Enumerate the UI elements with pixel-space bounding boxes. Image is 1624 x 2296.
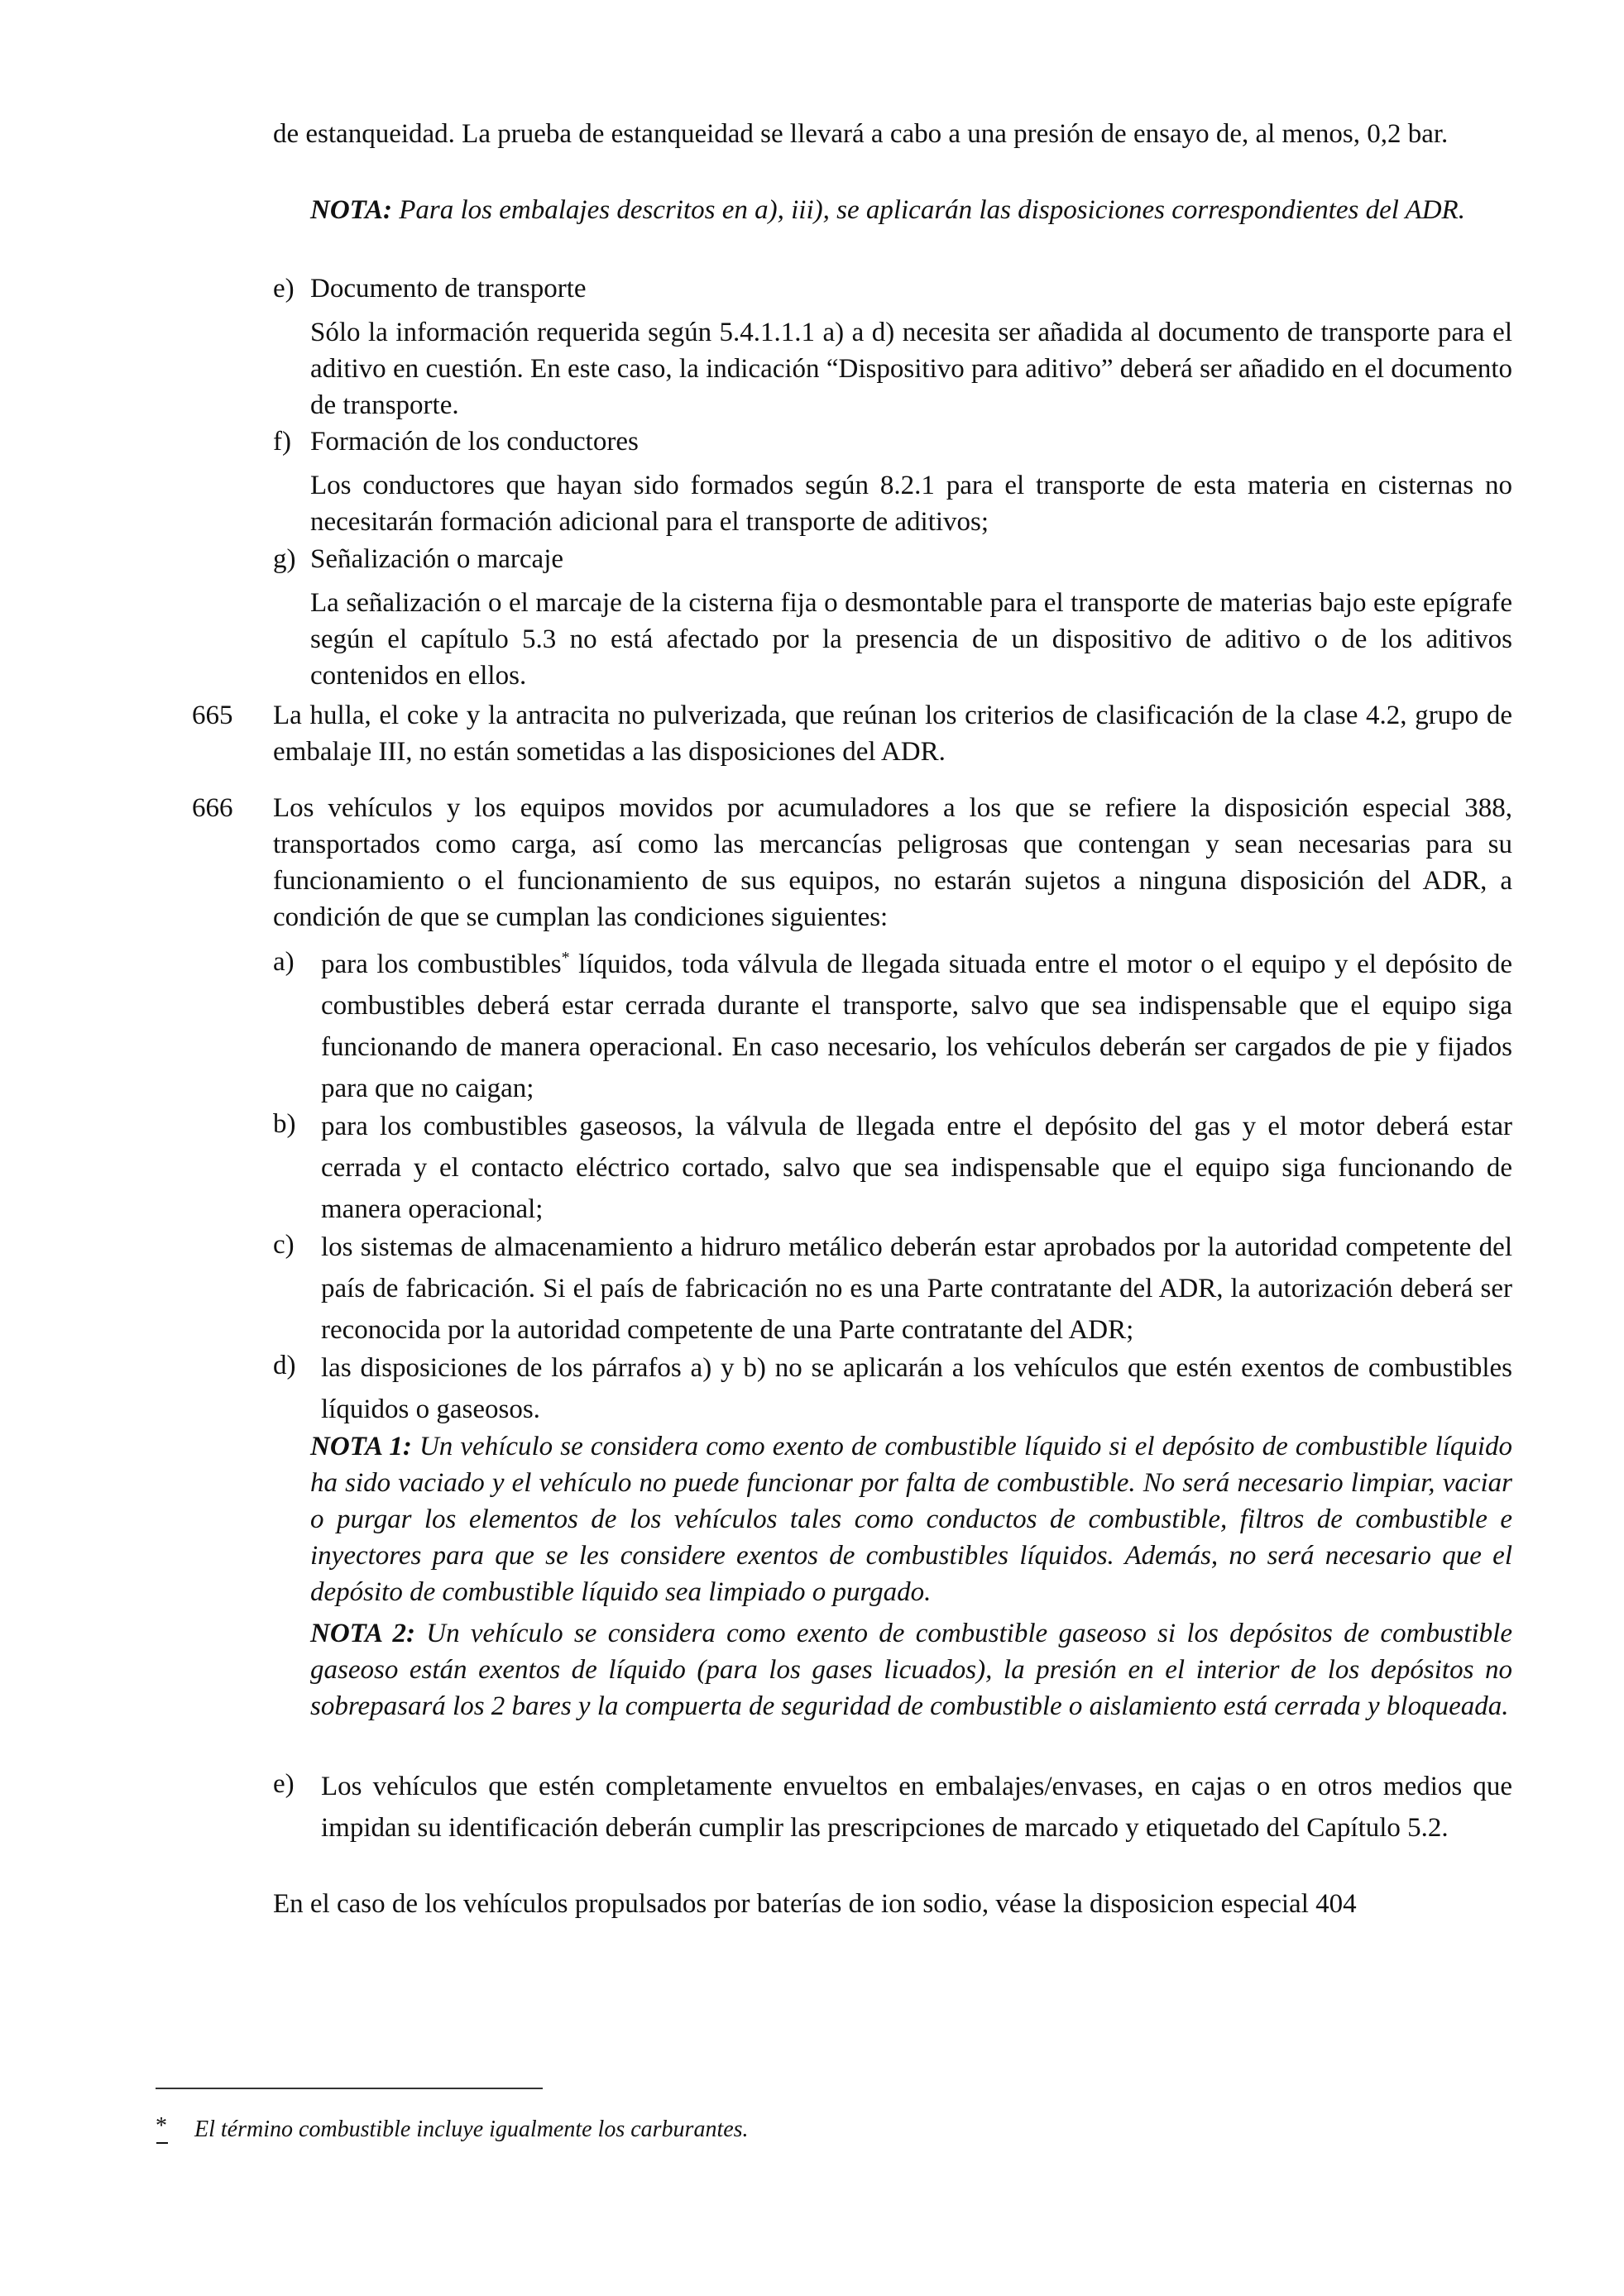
nota-2-text: Un vehículo se considera como exento de combustible gaseoso si los depósitos de combustible gaseoso están exentos de líquido (para los gases licuados), la presión en el interior de los depósitos no sobrepasará los 2 bares y la compuerta de seguridad de combustible o aislamiento está cerrada y bloqueada. [310,1619,1512,1721]
item-f-heading: Formación de los conductores [310,427,639,457]
item-g-heading: Señalización o marcaje [310,544,564,574]
sp666-b-letter: b) [273,1109,296,1139]
sp665-number: 665 [192,701,233,730]
sp666-b-text: para los combustibles gaseosos, la válvula de llegada entre el depósito del gas y el motor deberá estar cerrada y el contacto eléctrico cortado, salvo que sea indispensable que el equipo siga funcionando de manera operacional; [321,1112,1512,1224]
nota-2-label: NOTA 2: [310,1619,415,1648]
nota-1-text: Un vehículo se considera como exento de combustible líquido si el depósito de combustible líquido ha sido vaciado y el vehículo no puede funcionar por falta de combustible. No será necesario limpiar, vaciar o purgar los elementos de los vehículos tales como conductos de combustible, filtros de combustible e inyectores para que se les considere exentos de combustibles líquidos. Además, no será necesario que el depósito de combustible líquido sea limpiado o purgado. [310,1432,1512,1607]
sp666-c-letter: c) [273,1230,295,1260]
footnote-text: El término combustible incluye igualmente los carburantes. [194,2117,749,2142]
sp666-closing: En el caso de los vehículos propulsados por baterías de ion sodio, véase la disposicion especial 404 [273,1889,1357,1919]
footnote-rule [156,2088,543,2089]
sp666-number: 666 [192,793,233,823]
nota-1-label: NOTA 1: [310,1432,412,1461]
sp666-c-text: los sistemas de almacenamiento a hidruro metálico deberán estar aprobados por la autoridad competente del país de fabricación. Si el país de fabricación no es una Parte contratante del ADR, la autorización deberá ser reconocida por la autoridad competente de una Parte contratante del ADR; [321,1232,1512,1345]
sp666-d-letter: d) [273,1351,296,1380]
sp666-text: Los vehículos y los equipos movidos por acumuladores a los que se refiere la disposición especial 388, transportados como carga, así como las mercancías peligrosas que contengan y sean necesarias para su funcionamiento o el funcionamiento de sus equipos, no estarán sujetos a ninguna disposición del ADR, a condición de que se cumplan las condiciones siguientes: [273,793,1512,932]
item-f-letter: f) [273,427,291,457]
nota-1 [310,1428,1512,1610]
nota-label: NOTA: [310,195,392,225]
footnote-mark: * [156,2113,167,2139]
sp666-e-text: Los vehículos que estén completamente envueltos en embalajes/envases, en cajas o en otros medios que impidan su identificación deberán cumplir las prescripciones de marcado y etiquetado del Capítulo 5.2. [321,1772,1512,1843]
item-e-letter: e) [273,274,295,304]
nota-text: Para los embalajes descritos en a), iii), se aplicarán las disposiciones correspondientes del ADR. [392,195,1465,225]
sp666-a-text-after: líquidos, toda válvula de llegada situada entre el motor o el equipo y el depósito de combustibles deberá estar cerrada durante el transporte, salvo que sea indispensable que el equipo siga funcionando de manera operacional. En caso necesario, los vehículos deberán ser cargados de pie y fijados para que no caigan; [321,949,1512,1103]
item-f-text: Los conductores que hayan sido formados según 8.2.1 para el transporte de esta materia en cisternas no necesitarán formación adicional para el transporte de aditivos; [310,471,1512,537]
sp666-a-text [321,944,1512,1109]
sp666-e-letter: e) [273,1769,295,1799]
nota-2 [310,1615,1512,1724]
sp666-a-text-before: para los combustibles [321,949,562,979]
nota-adr [310,192,1512,228]
item-e-text: Sólo la información requerida según 5.4.1.1.1 a) a d) necesita ser añadida al documento de transporte para el aditivo en cuestión. En este caso, la indicación “Dispositivo para aditivo” deberá ser añadido en el documento de transporte. [310,318,1512,420]
footnote-mark-underline [156,2142,168,2144]
item-g-letter: g) [273,544,296,574]
footnote-ref: * [561,949,570,967]
item-g-text: La señalización o el marcaje de la cisterna fija o desmontable para el transporte de materias bajo este epígrafe según el capítulo 5.3 no está afectado por la presencia de un dispositivo de aditivo o de los aditivos contenidos en ellos. [310,588,1512,691]
item-e-heading: Documento de transporte [310,274,587,304]
intro-paragraph: de estanqueidad. La prueba de estanqueidad se llevará a cabo a una presión de ensayo de, al menos, 0,2 bar. [273,119,1449,149]
sp665-text: La hulla, el coke y la antracita no pulverizada, que reúnan los criterios de clasificación de la clase 4.2, grupo de embalaje III, no están sometidas a las disposiciones del ADR. [273,701,1512,767]
sp666-a-letter: a) [273,947,295,977]
sp666-d-text: las disposiciones de los párrafos a) y b) no se aplicarán a los vehículos que estén exentos de combustibles líquidos o gaseosos. [321,1353,1512,1424]
